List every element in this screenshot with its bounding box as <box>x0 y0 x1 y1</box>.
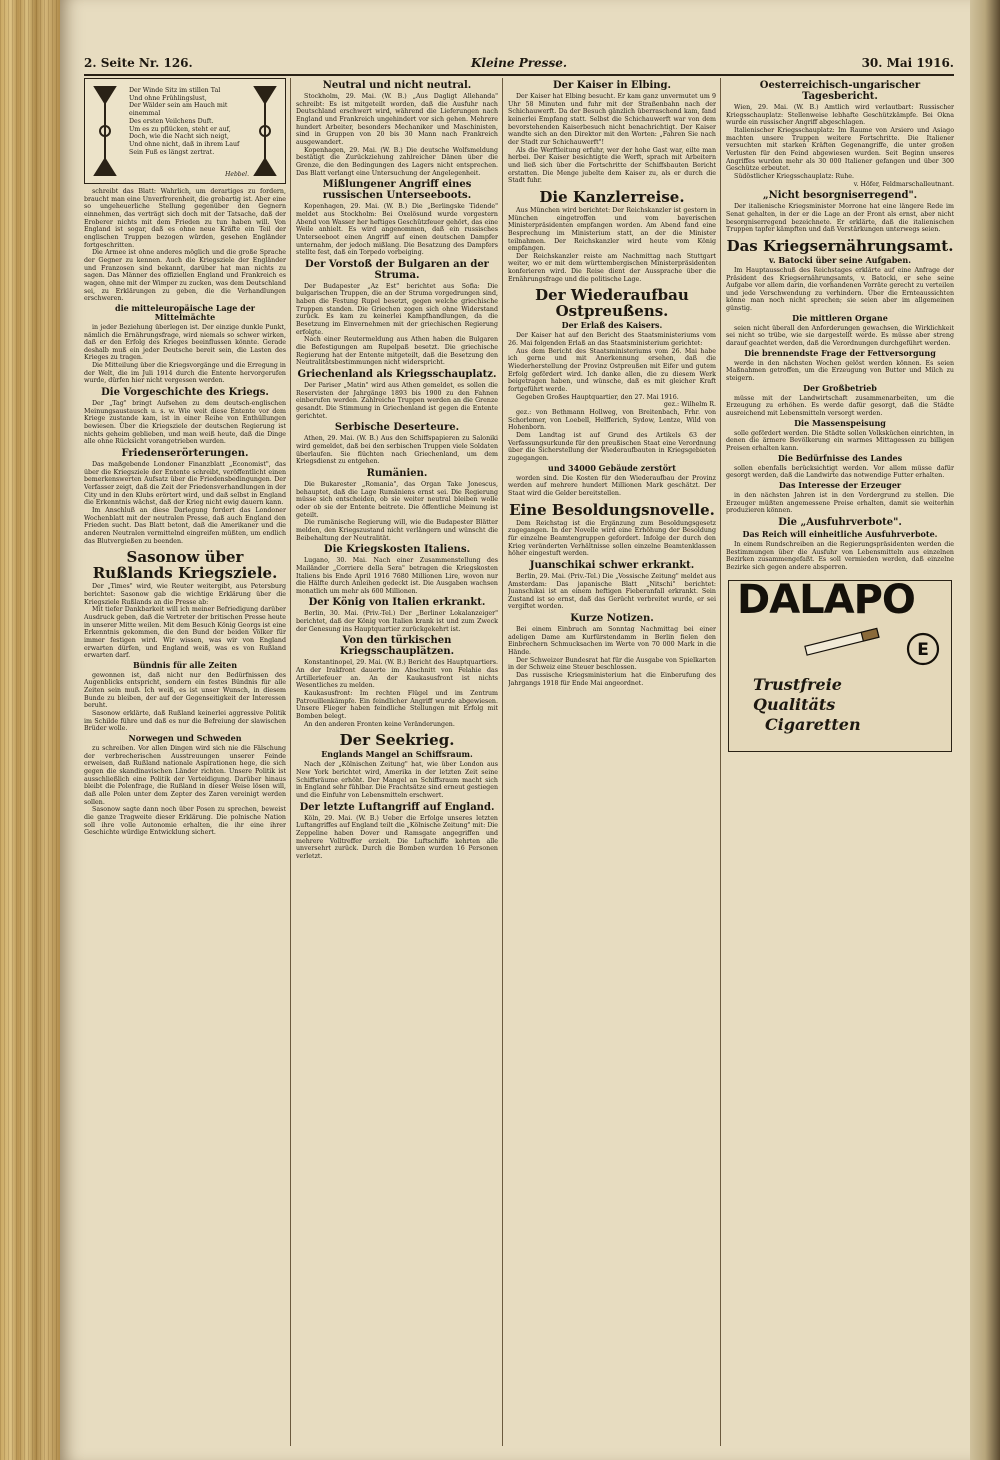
article-paragraph: Kopenhagen, 29. Mai. (W. B.) Die „Berlingske Tidende" meldet aus Stockholm: Bei Oxelösund wurde vorgestern Abend von Wasser her heftiges Geschützfeuer gehört, das eine Weile anhielt. Es wird angenommen, daß ein russisches Unterseeboot einen Angriff auf einen deutschen Dampfer unternahm, der jedoch mißlang. Die Besatzung des Dampfers stellte fest, daß ein Torpedo vorbeiging. <box>296 203 498 257</box>
article-paragraph: sollen ebenfalls berücksichtigt werden. Vor allem müsse dafür gesorgt werden, daß die Landwirte das notwendige Futter erhalten. <box>726 464 954 480</box>
article-paragraph: Der Schweizer Bundesrat hat für die Ausgabe von Spielkarten in der Schweiz eine Steuer beschlossen. <box>508 656 716 672</box>
subheading: Norwegen und Schweden <box>128 733 242 744</box>
article-paragraph: Kaukasusfront: Im rechten Flügel und im Zentrum Patrouillenkämpfe. Ein feindlicher Angriff wurde abgewiesen. Unsere Flieger haben feindliche Stellungen mit Erfolg mit Bomben belegt. <box>296 690 498 721</box>
article-paragraph: Im Hauptausschuß des Reichstages erklärte auf eine Anfrage der Präsident des Kriegsernährungsamts, v. Batocki, er sehe seine Aufgabe vor allem darin, die vorhandenen Vorräte gerecht zu verteilen und jede Verschwendung zu verhindern. Über die Ernteaussichten könne man noch nicht sprechen; sie seien aber im allgemeinen günstig. <box>726 266 954 313</box>
article-headline: Kurze Notizen. <box>570 613 654 625</box>
article-headline: Eine Besoldungsnovelle. <box>509 500 715 519</box>
article-paragraph: An den anderen Fronten keine Veränderungen. <box>304 720 455 728</box>
subheading: Das Reich will einheitliche Ausfuhrverbote. <box>742 528 938 539</box>
article-paragraph: gewonnen ist, daß nicht nur den Bedürfnissen des Augenblicks entspricht, sondern ein festes Bündnis für alle Zeiten sein muß. Ich weiß, es ist unser Wunsch, in diesem Bunde zu bleiben, der auf der Gegenseitigkeit der Interessen beruht. <box>84 671 286 710</box>
article-paragraph: Sasonow sagte dann noch über Posen zu sprechen, beweist die ganze Tragweite dieser Erklärung. Die polnische Nation soll ihre volle Autonomie erhalten, die ihr eine ihrer Geschichte würdige Entwicklung sichert. <box>84 806 286 837</box>
article-headline: Neutral und nicht neutral. <box>322 80 472 91</box>
article-headline: Das Kriegsernährungsamt. <box>726 236 954 255</box>
poem-line: Der Winde Sitz im stillen Tal <box>129 87 221 94</box>
poem-line: Des ersten Veilchens Duft. <box>129 117 214 125</box>
ornament-icon <box>251 83 279 179</box>
column-1 <box>84 78 286 1448</box>
article-headline: Die Kriegskosten Italiens. <box>323 544 471 556</box>
article-paragraph: Aus München wird berichtet: Der Reichskanzler ist gestern in München eingetroffen und vom bayerischen Ministerpräsidenten empfangen worden. Am Abend fand eine Besprechung im Ministerium statt, an der die Minister teilnahmen. Der Reichskanzler wird heute vom König empfangen. <box>508 206 716 253</box>
article-headline: Rumänien. <box>366 467 428 479</box>
poem-line: Der Wälder sein am Hauch mit einemmal <box>129 102 228 118</box>
page-number: 2. Seite Nr. 126. <box>84 56 193 70</box>
column-2 <box>296 78 498 1448</box>
article-paragraph: Der „Times" wird, wie Reuter weitergibt, aus Petersburg berichtet: Sasonow gab die wichtige Erklärung über die Kriegsziele Rußlands an die Presse ab: <box>84 583 286 606</box>
article-paragraph: schreibt das Blatt: Wahrlich, um derartiges zu fordern, braucht man eine Unverfrorenheit, die grobartig ist. Aber eine so ungeheuerliche Stellung gegenüber den Gegnern einnehmen, das verträgt sich doch mit der Tatsache, daß der Eroberer nichts mit dem Frieden zu tun haben will. Von England ist sogar, daß es ohne neue Kräfte ein Teil der englischen Truppen bezogen würden, gesehen Engländer fortgeschritten. <box>84 188 286 249</box>
article-paragraph: Dem Landtag ist auf Grund des Artikels 63 der Verfassungsurkunde für den preußischen Staat eine Verordnung über die Sicherstellung der Wiederaufbauten in Kriegsgebieten zugegangen. <box>508 431 716 462</box>
ornament-icon <box>91 83 119 179</box>
article-paragraph: Der Reichskanzler reiste am Nachmittag nach Stuttgart weiter, wo er mit dem württembergischen Ministerpräsidenten konferieren wird. Die Reise dient der Aussprache über die Ernährungsfrage und die politische Lage. <box>508 252 716 283</box>
ad-brand-name: DALAPO <box>737 576 915 623</box>
article-paragraph: Aus dem Bericht des Staatsministeriums vom 26. Mai habe ich gerne und mit Anerkennung ersehen, daß die Wiederherstellung der Provinz Ostpreußen mit Eifer und gutem Erfolg gefördert wird. Ich danke allen, die zu diesem Werk beigetragen haben, und wünsche, daß es mit gleicher Kraft fortgeführt werde. <box>508 347 716 394</box>
article-paragraph: Als die Werftleitung erfuhr, wer der hohe Gast war, eilte man herbei. Der Kaiser besichtigte die Werft, sprach mit Arbeitern und ließ sich über die Fortschritte der Schiffsbauten Bericht erstatten. Die Menge jubelte dem Kaiser zu, als er durch die Stadt fuhr. <box>508 146 716 185</box>
article-headline: Der Wiederaufbau Ostpreußens. <box>535 286 689 321</box>
article-paragraph: Der „Tag" bringt Aufsehen zu dem deutsch-englischen Meinungsaustausch u. s. w. Wie weit diese Entente vor dem Kriege zustande kam, ist in einer Reihe von Enthüllungen bewiesen. Über die Kriegsziele der deutschen Regierung ist nichts geheim geblieben, und man weiß heute, daß die Dinge alle ohne Rücksicht vorangetrieben wurden. <box>84 400 286 446</box>
article-paragraph: zu schreiben. Vor allen Dingen wird sich nie die Fälschung der verbrecherischen Ausstreuungen unserer Feinde erweisen, daß Rußland nationale Aspirationen hege, die sich gegen die skandinavischen Länder richten. Unsere Politik ist ausschließlich eine Politik der Verteidigung. Darüber hinaus bleibt die Polenfrage, die Rußland in dieser Weise lösen will, daß alle Polen unter dem Zepter des Zaren vereinigt werden sollen. <box>84 745 286 806</box>
article-paragraph: Der Pariser „Matin" wird aus Athen gemeldet, es sollen die Reservisten der Jahrgänge 1893 bis 1900 zu den Fahnen einberufen werden. Zahlreiche Truppen werden an die Grenze gesandt. Die Stimmung in Griechenland ist gegen die Entente gerichtet. <box>296 382 498 420</box>
article-paragraph: Berlin, 29. Mai. (Priv.-Tel.) Die „Vossische Zeitung" meldet aus Amsterdam: Das japanische Blatt „Nitschi" berichtet: Juanschikai ist an einem heftigen Fieberanfall erkrankt. Sein Zustand ist so ernst, daß das Gerücht verbreitet wurde, er sei vergiftet worden. <box>508 572 716 611</box>
column-3 <box>508 78 716 1448</box>
article-headline: Der Seekrieg. <box>339 731 455 750</box>
subheading: v. Batocki über seine Aufgaben. <box>769 254 911 265</box>
ad-tagline: Trustfreie <box>753 674 842 694</box>
svg-text:E: E <box>917 639 929 660</box>
issue-date: 30. Mai 1916. <box>861 56 954 70</box>
article-paragraph: Lugano, 30. Mai. Nach einer Zusammenstellung des Mailänder „Corriere della Sera" betragen die Kriegskosten Italiens bis Ende April 1916 7680 Millionen Lire, wovon nur die Hälfte durch Anleihen gedeckt ist. Die Ausgaben wachsen monatlich um mehr als 600 Millionen. <box>296 557 498 595</box>
subheading: Bündnis für alle Zeiten <box>132 659 238 670</box>
article-paragraph: Im Anschluß an diese Darlegung fordert das Londoner Wochenblatt mit der neutralen Presse, daß auch England den Frieden sucht. Das Blatt betont, daß die Amerikaner und die anderen Neutralen vermittelnd eingreifen müßten, um endlich das Blutvergießen zu beenden. <box>84 506 286 545</box>
subheading: Die mittleren Organe <box>792 312 888 323</box>
article-paragraph: Bei einem Einbruch am Sonntag Nachmittag bei einer adeligen Dame am Kurfürstendamm in Berlin fielen den Einbrechern Schmucksachen im Werte von 70 000 Mark in die Hände. <box>508 626 716 657</box>
poem-line: Sein Fuß es längst zertrat. <box>129 148 215 156</box>
article-paragraph: Stockholm, 29. Mai. (W. B.) „Aus Dagligt Allehanda" schreibt: Es ist mitgeteilt worden, daß die Ausfuhr nach Deutschland erschwert wird, während die Lieferungen nach England und Frankreich ungehindert vor sich gehen. Mehrere hundert Arbeiter, besonders Mechaniker und Maschinisten, sind in Gruppen von 20 bis 30 Mann nach Frankreich ausgewandert. <box>296 93 498 146</box>
article-paragraph: müsse mit der Landwirtschaft zusammenarbeiten, um die Erzeugung zu erhöhen. Es werde dafür gesorgt, daß die Städte ausreichend mit Lebensmitteln versorgt werden. <box>726 394 954 418</box>
column-rule <box>290 78 291 1446</box>
poem-author: Hebbel. <box>225 171 249 179</box>
article-paragraph: Südöstlicher Kriegsschauplatz: Ruhe. <box>734 172 854 180</box>
article-headline: Sasonow über Rußlands Kriegsziele. <box>92 548 278 583</box>
signature: v. Höfer, Feldmarschalleutnant. <box>853 180 954 188</box>
article-paragraph: Athen, 29. Mai. (W. B.) Aus den Schiffspapieren zu Saloniki wird gemeldet, daß bei den serbischen Truppen viele Soldaten überlaufen. Sie flüchten nach Griechenland, um dem Kriegsdienst zu entgehen. <box>296 435 498 466</box>
article-headline: Griechenland als Kriegsschauplatz. <box>297 369 497 381</box>
article-paragraph: Dem Reichstag ist die Ergänzung zum Besoldungsgesetz zugegangen. In der Novelle wird eine Erhöhung der Besoldung für einzelne Beamtengruppen gefordert. Infolge der durch den Krieg veränderten Verhältnisse sollen einzelne Beamtenklassen höher eingestuft werden. <box>508 519 716 558</box>
poem-line: Um es zu pflücken, steht er auf, <box>129 125 231 133</box>
column-rule <box>720 78 721 1446</box>
article-paragraph: Der Budapester „Az Est" berichtet aus Sofia: Die bulgarischen Truppen, die an der Struma vorgedrungen sind, haben die Festung Rupel besetzt, gegen welche griechische Truppen standen. Die Griechen zogen sich ohne Widerstand zurück. Es kam zu keinerlei Kampfhandlungen, da die Besetzung im Einvernehmen mit der griechischen Regierung erfolgte. <box>296 282 498 336</box>
dateline: Gegeben Großes Hauptquartier, den 27. Mai 1916. <box>516 393 679 401</box>
article-paragraph: Der Kaiser hat Elbing besucht. Er kam ganz unvermutet um 9 Uhr 58 Minuten und fuhr mit der Straßenbahn nach der Schichauwerft. Da der Besuch gänzlich überraschend kam, fand keinerlei Empfang statt. Selbst die Schichauwerft war von dem bevorstehenden Kaiserbesuch nicht benachrichtigt. Der Kaiser wandte sich an den Direktor mit den Worten: „Fahren Sie nach der Stadt zur Schichauwerft"! <box>508 93 716 146</box>
article-paragraph: Die Bukarester „Romania", das Organ Take Jonescus, behauptet, daß die Lage Rumäniens ernst sei. Die Regierung müsse sich entscheiden, ob sie weiter neutral bleiben wolle oder ob sie der Entente beitrete. Die öffentliche Meinung ist geteilt. <box>296 480 498 519</box>
article-headline: Der Kaiser in Elbing. <box>552 80 671 91</box>
signature: gez.: Wilhelm R. <box>663 401 716 409</box>
article-paragraph: Der italienische Kriegsminister Morrone hat eine längere Rede im Senat gehalten, in der er die Lage an der Front als ernst, aber nicht besorgniserregend bezeichnete. Er erklärte, daß die italienischen Truppen tapfer kämpften und daß Verstärkungen unterwegs seien. <box>726 203 954 234</box>
article-headline: Juanschikai schwer erkrankt. <box>529 559 695 571</box>
article-headline: Der König von Italien erkrankt. <box>308 597 486 609</box>
article-paragraph: Köln, 29. Mai. (W. B.) Ueber die Erfolge unseres letzten Luftangriffes auf England teilt die „Kölnische Zeitung" mit: Die Zeppeline haben Dover und Ramsgate angegriffen und mehrere Volltreffer erzielt. Die Luftschiffe kehrten alle unversehrt zurück. Durch die Bomben wurden 16 Personen verletzt. <box>296 814 498 860</box>
article-paragraph: Berlin, 30. Mai. (Priv.-Tel.) Der „Berliner Lokalanzeiger" berichtet, daß der König von Italien krank ist und zum Zweck der Genesung ins Hauptquartier zurückgekehrt ist. <box>296 610 498 633</box>
article-paragraph: In einem Rundschreiben an die Regierungspräsidenten werden die Bestimmungen über die Ausfuhr von Lebensmitteln aus einzelnen Bezirken zusammengefaßt. Es soll vermieden werden, daß einzelne Bezirke sich gegen andere absperren. <box>726 540 954 571</box>
article-headline: Von den türkischen Kriegsschauplätzen. <box>339 635 455 658</box>
article-paragraph: seien nicht überall den Anforderungen gewachsen, die Wirklichkeit sei nicht so trübe, wie sie dargestellt werde. Es müsse aber streng darauf geachtet werden, daß die Verordnungen durchgeführt werden. <box>726 324 954 348</box>
article-paragraph: Italienischer Kriegsschauplatz: Im Raume von Arsiero und Asiago machten unsere Truppen weitere Fortschritte. Die Italiener versuchten mit starken Kräften Gegenangriffe, die unter großen Verlusten für den Feind abgewiesen wurden. Seit Beginn unseres Angriffes wurden mehr als 30 000 Italiener gefangen und über 300 Geschütze erbeutet. <box>726 126 954 173</box>
article-headline: Der Vorstoß der Bulgaren an der Struma. <box>305 258 489 281</box>
column-4 <box>726 78 954 1448</box>
book-binding <box>0 0 60 1460</box>
poem-verse <box>129 87 245 156</box>
subheading: Die Massenspeisung <box>794 417 886 428</box>
article-headline: Oesterreichisch-ungarischer Tagesbericht. <box>759 80 921 102</box>
subheading: und 34000 Gebäude zerstört <box>548 462 676 473</box>
poem-box <box>84 78 286 184</box>
subheading: Die Bedürfnisse des Landes <box>777 452 903 463</box>
article-paragraph: Der Kaiser hat auf den Bericht des Staatsministeriums vom 26. Mai folgenden Erlaß an das Staatsministerium gerichtet: <box>508 332 716 348</box>
article-headline: Serbische Deserteure. <box>334 422 460 434</box>
article-paragraph: in jeder Beziehung überlegen ist. Der einzige dunkle Punkt, nämlich die Ernährungsfrage, wird niemals so schwer wirken, daß er den Erfolg des Krieges beeinflussen könnte. Gerade deshalb muß ein jeder Deutsche bereit sein, die Lasten des Krieges zu tragen. <box>84 323 286 362</box>
article-headline: „Nicht besorgniserregend". <box>762 190 918 202</box>
article-paragraph: in den nächsten Jahren ist in den Vordergrund zu stellen. Die Erzeuger müßten angemessene Preise erhalten, damit sie weiterhin produzieren können. <box>726 491 954 515</box>
subheading: Der Erlaß des Kaisers. <box>561 320 663 331</box>
brand-emblem-icon <box>905 631 941 667</box>
subheading: Englands Mangel an Schiffsraum. <box>321 749 473 760</box>
article-headline: Mißlungener Angriff eines russischen Unterseeboots. <box>322 179 472 202</box>
article-paragraph: Die rumänische Regierung will, wie die Budapester Blätter melden, den Kriegszustand nicht verlängern und wünscht die Beibehaltung der Neutralität. <box>296 519 498 542</box>
cigarette-advertisement <box>728 576 952 752</box>
ad-tagline: Qualitäts <box>753 694 836 714</box>
poem-line: Und ohne Frühlingslust, <box>129 94 207 102</box>
article-paragraph: Die Mitteilung über die Kriegsvorgänge und die Erregung in der Welt, die im Juli 1914 durch die Entente hervorgerufen wurde, dürfen hier nicht vergessen werden. <box>84 362 286 385</box>
article-paragraph: Nach einer Reutermeldung aus Athen haben die Bulgaren die Befestigungen am Rupelpaß besetzt. Die griechische Regierung hat der Entente mitgeteilt, daß die Besetzung den Neutralitätsbestimmungen nicht widerspricht. <box>296 336 498 367</box>
article-headline: Die Kanzlerreise. <box>539 187 685 206</box>
article-paragraph: Das maßgebende Londoner Finanzblatt „Economist", das über die Kriegsziele der Entente schreibt, veröffentlicht einen bemerkenswerten Aufsatz über die Friedensbedingungen. Der Verfasser zeigt, daß die Zeit der Friedensverhandlungen in der City und in den Klubs erörtert wird, und daß selbst in England die Erkenntnis wächst, daß der Krieg nicht ewig dauern kann. <box>84 461 286 507</box>
article-headline: Die Vorgeschichte des Kriegs. <box>101 387 269 399</box>
article-paragraph: Nach der „Kölnischen Zeitung" hat, wie über London aus New York berichtet wird, Amerika in der letzten Zeit seine Schiffsräume erhöht. Der Mangel an Schiffsraum macht sich in England sehr fühlbar. Die Frachtsätze sind erneut gestiegen und die Einfuhr von Lebensmitteln erschwert. <box>296 761 498 799</box>
subheading: Das Interesse der Erzeuger <box>778 479 902 490</box>
article-headline: Der letzte Luftangriff auf England. <box>299 801 495 813</box>
article-paragraph: worden sind. Die Kosten für den Wiederaufbau der Provinz werden auf mehrere hundert Millionen Mark geschätzt. Der Staat wird die Gelder bereitstellen. <box>508 474 716 497</box>
article-paragraph: werde in den nächsten Wochen gelöst werden können. Es seien Maßnahmen getroffen, um die Erzeugung von Butter und Milch zu steigern. <box>726 359 954 383</box>
article-paragraph: Konstantinopel, 29. Mai. (W. B.) Bericht des Hauptquartiers. An der Irakfront dauerte im Abschnitt von Felahie das Artilleriefeuer an. An der Kaukasusfront ist nichts Wesentliches zu melden. <box>296 659 498 690</box>
article-paragraph: solle gefördert werden. Die Städte sollen Volksküchen einrichten, in denen die ärmere Bevölkerung ein warmes Mittagessen zu billigen Preisen erhalten kann. <box>726 429 954 452</box>
article-paragraph: Mit tiefer Dankbarkeit will ich meiner Befriedigung darüber Ausdruck geben, daß die Vertreter der britischen Presse heute in unserer Mitte weilen. Mit dem Besuch König Georgs ist eine Erkenntnis gekommen, die den Bund der beiden Völker für immer festigen wird. Wir wissen, was wir von England erwarten dürfen, und England weiß, was es von Rußland erwarten darf. <box>84 606 286 660</box>
article-paragraph: gez.: von Bethmann Hollweg, von Breitenbach, Frhr. von Schorlemer, von Loebell, Helfferich, Sydow, Lentze, Wild von Hohenborn. <box>508 409 716 432</box>
subheading: Die brennendste Frage der Fettversorgung <box>744 347 936 358</box>
poem-line: Doch, wie die Nacht sich neigt, <box>129 133 229 141</box>
cigarette-icon <box>803 627 893 657</box>
next-page-edge <box>970 0 1000 1460</box>
article-paragraph: Wien, 29. Mai. (W. B.) Amtlich wird verlautbart: Russischer Kriegsschauplatz: Stellenweise lebhafte Geschützkämpfe. Bei Okna wurde ein russischer Angriff abgeschlagen. <box>726 104 954 127</box>
masthead: Kleine Presse. <box>470 56 568 70</box>
poem-line: Und ohne nicht, daß in ihrem Lauf <box>129 140 240 148</box>
subheading: Der Großbetrieb <box>803 382 877 393</box>
column-rule <box>502 78 503 1446</box>
article-headline: Die „Ausfuhrverbote". <box>778 516 902 528</box>
ad-tagline: Cigaretten <box>765 714 861 734</box>
article-paragraph: Das russische Kriegsministerium hat die Einberufung des Jahrgangs 1918 für Ende Mai angeordnet. <box>508 672 716 687</box>
article-paragraph: Die Armee ist ohne anderes möglich und die große Sprache der Gegner zu kennen. Auch die Kriegsziele der Engländer und Franzosen sind bekannt, darüber hat man nichts zu sagen. Das Männer des offiziellen England und Frankreich es wagen, ohne mit der Wimper zu zucken, was dem Deutschland sei, zu Erklärungen zu geben, die die Verhandlungen erschweren. <box>84 249 286 303</box>
page-header <box>84 54 954 76</box>
article-paragraph: Sasonow erklärte, daß Rußland keinerlei aggressive Politik im Schilde führe und daß es nur die Befreiung der slawischen Brüder wolle. <box>84 710 286 733</box>
article-paragraph: Kopenhagen, 29. Mai. (W. B.) Die deutsche Wolfsmeldung bestätigt die Zurückziehung zahlreicher Dänen über die Grenze, die den Bedingungen des Lagers nicht entsprechen. Das Blatt verlangt eine Untersuchung der Angelegenheit. <box>296 146 498 177</box>
subheading: die mitteleuropäische Lage der Mittelmächte <box>114 302 256 322</box>
article-headline: Friedenserörterungen. <box>121 448 249 460</box>
newspaper-page <box>60 0 970 1460</box>
